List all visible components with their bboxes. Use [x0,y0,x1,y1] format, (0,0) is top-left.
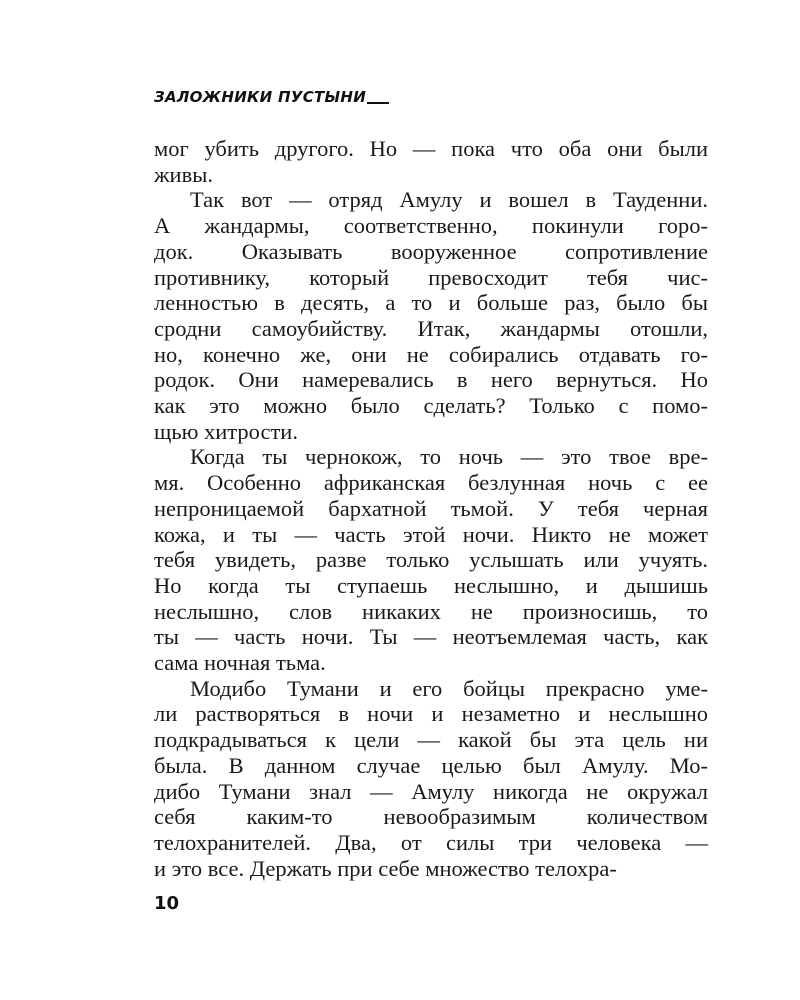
text-line: как это можно было сделать? Только с помо- [154,393,708,419]
paragraph [154,187,708,444]
running-header [154,88,389,106]
text-line: Модибо Тумани и его бойцы прекрасно уме- [190,675,708,701]
text-line: сама ночная тьма. [154,650,326,676]
text-line: ты — часть ночи. Ты — неотъемлемая часть, как [154,624,708,650]
header-rule [367,102,389,104]
text-line: непроницаемой бархатной тьмой. У тебя черная [154,495,708,521]
text-line: Но когда ты ступаешь неслышно, и дышишь [154,572,708,598]
text-line: телохранителей. Два, от силы три человека — [154,829,708,855]
text-line: сродни самоубийству. Итак, жандармы отошли, [154,315,708,341]
page-number: 10 [154,893,180,914]
text-line: кожа, и ты — часть этой ночи. Никто не может [154,521,708,547]
text-line: живы. [154,161,213,187]
text-line: Когда ты чернокож, то ночь — это твое вре- [190,444,708,470]
page-body [154,136,708,881]
text-line: дибо Тумани знал — Амулу никогда не окружал [154,778,708,804]
text-line: А жандармы, соответственно, покинули горо- [154,213,708,239]
text-line: и это все. Держать при себе множество телохра- [154,855,617,881]
paragraph [154,136,708,187]
text-line: мя. Особенно африканская безлунная ночь с ее [154,470,708,496]
text-line: ли растворяться в ночи и незаметно и неслышно [154,701,708,727]
text-line: была. В данном случае целью был Амулу. Мо- [154,752,708,778]
text-line: тебя увидеть, разве только услышать или учуять. [154,547,708,573]
text-line: Так вот — отряд Амулу и вошел в Тауденни. [190,187,708,213]
paragraph [154,676,708,882]
text-line: неслышно, слов никаких не произносишь, то [154,598,708,624]
text-line: но, конечно же, они не собирались отдавать го- [154,341,708,367]
text-line: док. Оказывать вооруженное сопротивление [154,238,708,264]
book-title: ЗАЛОЖНИКИ ПУСТЫНИ [154,88,367,106]
text-line: ленностью в десять, а то и больше раз, было бы [154,290,708,316]
text-line: противнику, который превосходит тебя чис- [154,264,708,290]
text-line: мог убить другого. Но — пока что оба они были [154,136,708,161]
text-line: подкрадываться к цели — какой бы эта цель ни [154,727,708,753]
paragraph [154,444,708,675]
text-line: себя каким-то невообразимым количеством [154,804,708,830]
text-line: щью хитрости. [154,418,298,444]
text-line: родок. Они намеревались в него вернуться. Но [154,367,708,393]
